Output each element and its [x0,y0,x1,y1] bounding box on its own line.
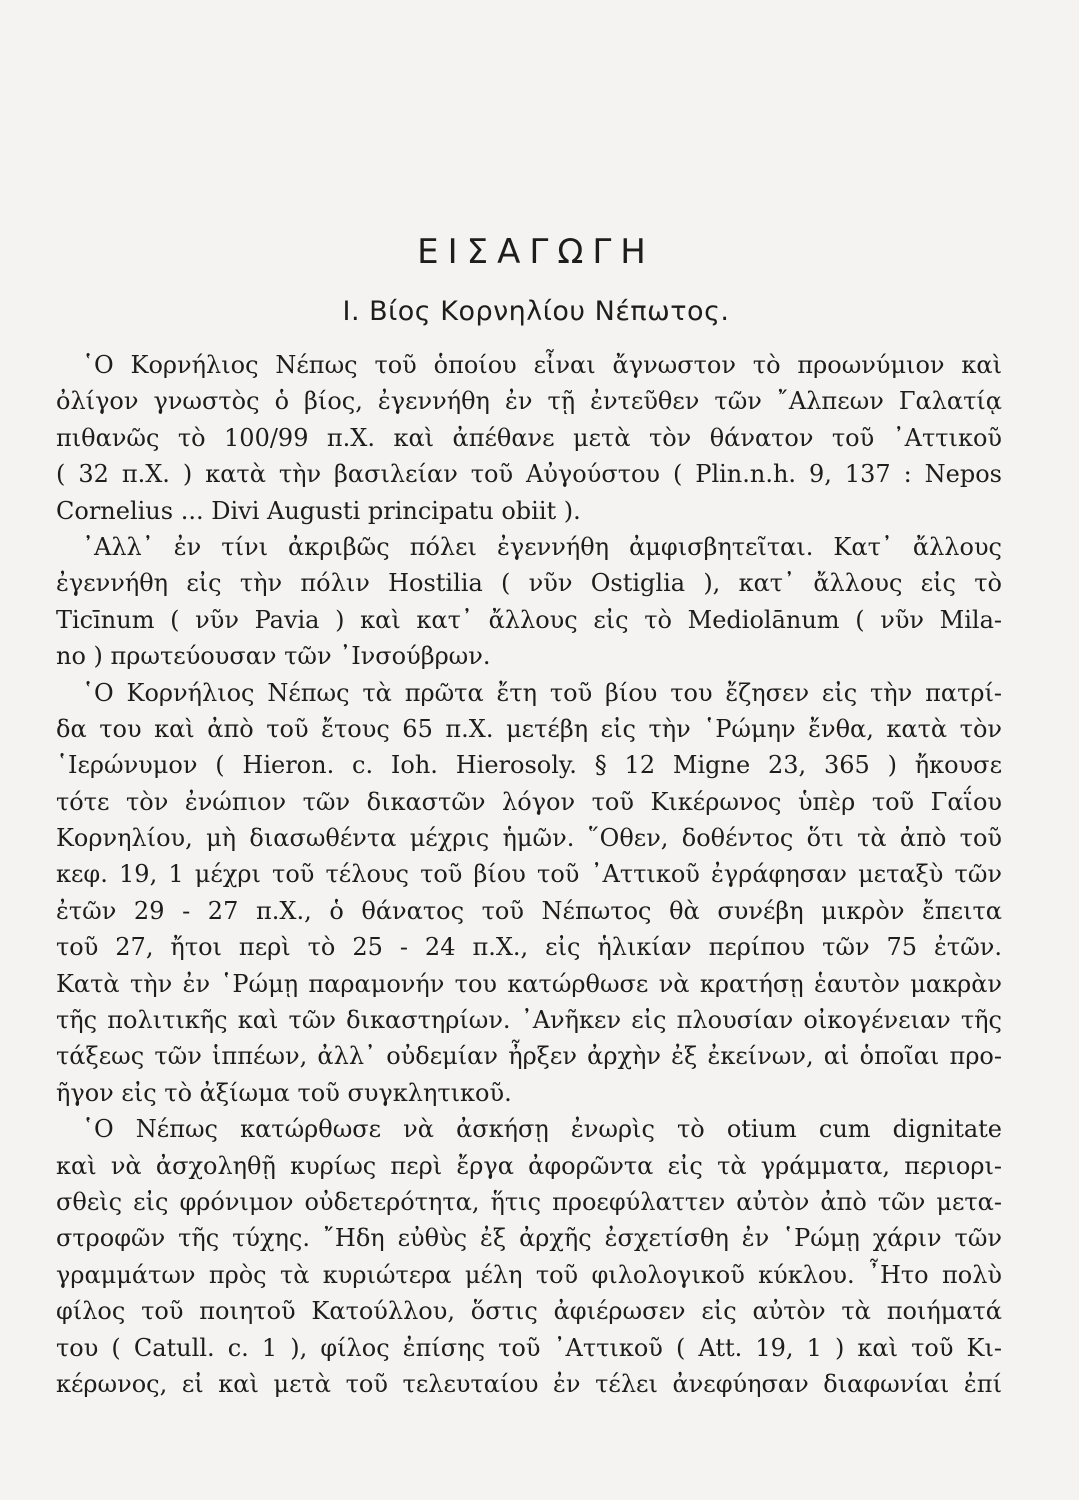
text-line: καὶ νὰ ἀσχοληθῇ κυρίως περὶ ἔργα ἀφορῶντα εἰς τὰ γράμματα, περιορι- [56,1151,1002,1180]
text-line: ῆγον εἰς τὸ ἀξίωμα τοῦ συγκλητικοῦ. [56,1078,512,1107]
text-line: του ( Catull. c. 1 ), φίλος ἐπίσης τοῦ ᾿Αττικοῦ ( Att. 19, 1 ) καὶ τοῦ Κι- [56,1333,1002,1362]
text-line: φίλος τοῦ ποιητοῦ Κατούλλου, ὅστις ἀφιέρωσεν εἰς αὐτὸν τὰ ποιήματά [56,1297,1002,1326]
text-line: σθεὶς εἰς φρόνιμον οὐδετερότητα, ἥτις προεφύλαττεν αὐτὸν ἀπὸ τῶν μετα- [56,1187,1002,1216]
text-line: ᾿Αλλ᾿ ἐν τίνι ἀκριβῶς πόλει ἐγεννήθη ἀμφισβητεῖται. Κατ᾿ ἄλλους [82,532,1002,561]
text-line: τῆς πολιτικῆς καὶ τῶν δικαστηρίων. ᾿Ανῆκεν εἰς πλουσίαν οἰκογένειαν τῆς [56,1006,1002,1035]
text-line: τότε τὸν ἐνώπιον τῶν δικαστῶν λόγον τοῦ Κικέρωνος ὑπὲρ τοῦ Γαΐου [56,787,1002,816]
text-line: ὀλίγον γνωστὸς ὁ βίος, ἐγεννήθη ἐν τῇ ἐντεῦθεν τῶν ῎Αλπεων Γαλατίᾳ [56,387,1002,416]
text-line: κεφ. 19, 1 μέχρι τοῦ τέλους τοῦ βίου τοῦ ᾿Αττικοῦ ἐγράφησαν μεταξὺ τῶν [56,860,1002,889]
body-text [56,347,1002,1402]
document-page [56,0,1042,1500]
section-title: Ι. Βίος Κορνηλίου Νέπωτος. [342,296,730,327]
text-line: Ticīnum ( νῦν Pavia ) καὶ κατ᾿ ἄλλους εἰς τὸ Mediolānum ( νῦν Mila- [56,605,1003,634]
text-line: δα του καὶ ἀπὸ τοῦ ἔτους 65 π.Χ. μετέβη εἰς τὴν ῾Ρώμην ἔνθα, κατὰ τὸν [56,714,1002,743]
text-line: πιθανῶς τὸ 100/99 π.Χ. καὶ ἀπέθανε μετὰ τὸν θάνατον τοῦ ᾿Αττικοῦ [56,423,1002,452]
text-line: ῾Ο Νέπως κατώρθωσε νὰ ἀσκήσῃ ἐνωρὶς τὸ otium cum dignitate [82,1115,1002,1144]
text-line: ἐτῶν 29 - 27 π.Χ., ὁ θάνατος τοῦ Νέπωτος θὰ συνέβη μικρὸν ἔπειτα [56,896,1002,925]
text-line: στροφῶν τῆς τύχης. ῎Ηδη εὐθὺς ἐξ ἀρχῆς ἐσχετίσθη ἐν ῾Ρώμῃ χάριν τῶν [56,1224,1002,1253]
text-line: ῾Ο Κορνήλιος Νέπως τὰ πρῶτα ἔτη τοῦ βίου του ἔζησεν εἰς τὴν πατρί- [82,678,1002,707]
text-line: γραμμάτων πρὸς τὰ κυριώτερα μέλη τοῦ φιλολογικοῦ κύκλου. ῏Ητο πολὺ [56,1260,1002,1289]
page-heading: ΕΙΣΑΓΩΓΗ [417,232,655,272]
text-line: τάξεως τῶν ἱππέων, ἀλλ᾿ οὐδεμίαν ἦρξεν ἀρχὴν ἐξ ἐκείνων, αἱ ὁποῖαι προ- [56,1042,1002,1071]
text-line: ἐγεννήθη εἰς τὴν πόλιν Hostilia ( νῦν Ostiglia ), κατ᾿ ἄλλους εἰς τὸ [56,569,1003,598]
text-line: Cornelius ... Divi Augusti principatu obiit ). [56,496,581,525]
text-line: κέρωνος, εἰ καὶ μετὰ τοῦ τελευταίου ἐν τέλει ἀνεφύησαν διαφωνίαι ἐπί [56,1369,1002,1398]
text-line: τοῦ 27, ἤτοι περὶ τὸ 25 - 24 π.Χ., εἰς ἡλικίαν περίπου τῶν 75 ἐτῶν. [56,933,1002,962]
text-line: ( 32 π.Χ. ) κατὰ τὴν βασιλείαν τοῦ Αὐγούστου ( Plin.n.h. 9, 137 : Nepos [56,460,1002,489]
text-line: ῾Ιερώνυμον ( Hieron. c. Ioh. Hierosoly. § 12 Migne 23, 365 ) ἤκουσε [56,751,1002,780]
text-line: no ) πρωτεύουσαν τῶν ᾿Ινσούβρων. [56,642,491,671]
text-line: Κορνηλίου, μὴ διασωθέντα μέχρις ἡμῶν. ῞Οθεν, δοθέντος ὅτι τὰ ἀπὸ τοῦ [56,824,1002,853]
text-line: ῾Ο Κορνήλιος Νέπως τοῦ ὁποίου εἶναι ἄγνωστον τὸ προωνύμιον καὶ [82,351,1002,379]
text-line: Κατὰ τὴν ἐν ῾Ρώμῃ παραμονήν του κατώρθωσε νὰ κρατήσῃ ἑαυτὸν μακρὰν [56,969,1002,998]
